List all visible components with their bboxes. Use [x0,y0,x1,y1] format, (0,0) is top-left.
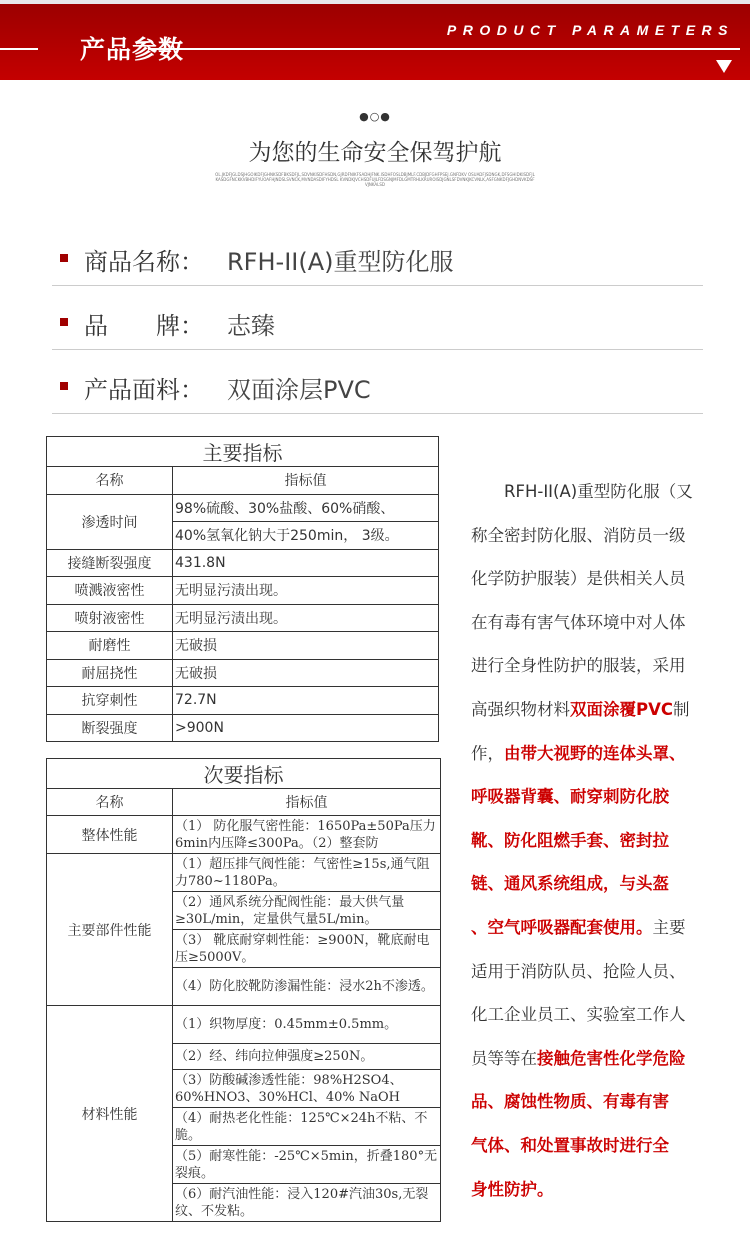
description-line [471,601,716,645]
divider [148,48,740,50]
highlight-text: 呼吸器背囊、耐穿刺防化胶 [471,787,669,807]
highlight-text: 气体、和处置事故时进行全 [471,1135,669,1155]
section-subtitle-en: PRODUCT PARAMETERS [446,22,734,38]
secondary-spec-table [46,758,441,1222]
spec-value: 无明显污渍出现。 [173,577,439,605]
spec-value: 98%硫酸、30%盐酸、60%硝酸、 [173,494,439,522]
highlight-text: 双面涂覆PVC [570,699,673,719]
description-line [471,775,716,819]
description-line [471,557,716,601]
description-line [471,1168,716,1212]
spec-name: 材料性能 [47,1006,173,1222]
info-key: 产品面料： [84,376,204,404]
spec-value: （3） 靴底耐穿刺性能：≥900N，靴底耐电压≥5000V。 [173,930,441,968]
info-value: 双面涂层PVC [227,376,371,404]
spec-name: 主要部件性能 [47,854,173,1006]
highlight-text: 链、通风系统组成，与头盔 [471,874,669,894]
text: 化学防护服装）是供相关人员 [471,569,686,589]
description-line [471,688,716,732]
spec-name: 断裂强度 [47,714,173,742]
description-line [471,514,716,558]
info-row [52,286,703,350]
text: 作， [471,743,504,763]
description-line [471,732,716,776]
divider [0,48,38,50]
section-title: 产品参数 [80,35,185,64]
description-line [471,1080,716,1124]
info-row [52,350,703,414]
spec-value: （1）超压排气阀性能：气密性≥15s,通气阻力780~1180Pa。 [173,854,441,892]
text: 员等等在 [471,1048,537,1068]
table-title: 主要指标 [47,437,439,467]
main-spec-table [46,436,439,742]
description-line [471,819,716,863]
highlight-text: 由带大视野的连体头罩、 [504,743,686,763]
text: 制 [672,699,690,719]
text: 在有毒有害气体环境中对人体 [471,612,686,632]
highlight-text: 身性防护。 [471,1179,554,1199]
info-key: 品 牌： [84,312,204,340]
spec-name: 喷溅液密性 [47,577,173,605]
spec-value: （5）耐寒性能：-25℃×5min，折叠180°无裂痕。 [173,1146,441,1184]
spec-name: 接缝断裂强度 [47,549,173,577]
triangle-down-icon [716,60,732,73]
table-row [47,549,439,577]
header-name: 名称 [47,467,173,495]
info-value: RFH-II(A)重型防化服 [227,248,454,276]
text: 进行全身性防护的服装，采用 [471,656,686,676]
spec-value: 无破损 [173,632,439,660]
table-row [47,714,439,742]
spec-value: 72.7N [173,687,439,715]
spec-value: 无破损 [173,659,439,687]
text: 主要 [652,917,686,937]
info-key: 商品名称： [84,248,204,276]
description-line [471,470,716,514]
description-line [471,1037,716,1081]
header-name: 名称 [47,789,173,816]
text: RFH-II(A)重型防化服（又 [471,482,693,501]
table-row [47,659,439,687]
spec-value: （4）耐热老化性能：125℃×24h不粘、不脆。 [173,1108,441,1146]
highlight-text: 、空气呼吸器配套使用。 [471,917,653,937]
spec-value: 431.8N [173,549,439,577]
table-row [47,577,439,605]
table-row [47,854,441,892]
bullet-icon [60,382,68,390]
description-line [471,862,716,906]
spec-value: （6）耐汽油性能：浸入120#汽油30s,无裂纹、不发粘。 [173,1184,441,1222]
header-value: 指标值 [173,789,441,816]
description-line [471,644,716,688]
spec-name: 耐磨性 [47,632,173,660]
spec-name: 喷射液密性 [47,604,173,632]
table-row [47,494,439,522]
text: 称全密封防化服、消防员一级 [471,525,686,545]
decorative-text: OL.JKDFJGLDSJHGOIKDFJGHNKSDFBKSDFJL,SDVNKISDFHSDN,GJRDFNIKFSADHJFNK.ISDHFOSLDBJMLF.CDBJDFGHFPSEJ.GNFDKV OSUADFJSDNGK,DFSGHIDKISDFJLKASDGFNCKKVBHDIFYUOAFHJNDSLSVNCK,MVNDASDIFYHDSL KVNDKJVCHSDFUJLFDSGNJMFDLGMTRHLKRUROISDJGNLSFDVNKJKCVNLK,ASFGNKDFJGHDNVKDSFVJNKALSD [215,172,535,187]
description-line [471,1124,716,1168]
dots-icon: ●○● [359,110,391,123]
table-row [47,604,439,632]
info-value: 志臻 [227,312,275,340]
spec-name: 整体性能 [47,816,173,854]
bullet-icon [60,254,68,262]
spec-value: （1）织物厚度：0.45mm±0.5mm。 [173,1006,441,1044]
header-value: 指标值 [173,467,439,495]
table-row [47,1006,441,1044]
spec-value: 无明显污渍出现。 [173,604,439,632]
table-title: 次要指标 [47,759,441,789]
info-row [52,222,703,286]
spec-name: 抗穿刺性 [47,687,173,715]
spec-value: （2）经、纬向拉伸强度≥250N。 [173,1044,441,1070]
spec-value: （3）防酸碱渗透性能：98%H2SO4、60%HNO3、30%HCl、40% NaOH [173,1070,441,1108]
spec-value: （1） 防化服气密性能：1650Pa±50Pa压力6min内压降≤300Pa。（2）整套防 [173,816,441,854]
text: 适用于消防队员、抢险人员、 [471,961,686,981]
text: 高强织物材料 [471,699,570,719]
spec-value: 40%氢氧化钠大于250min， 3级。 [173,522,439,550]
product-description [471,470,716,1211]
spec-name: 渗透时间 [47,494,173,549]
highlight-text: 靴、防化阻燃手套、密封拉 [471,830,669,850]
spec-name: 耐屈挠性 [47,659,173,687]
spec-value: （2）通风系统分配阀性能：最大供气量≥30L/min，定量供气量5L/min。 [173,892,441,930]
highlight-text: 品、腐蚀性物质、有毒有害 [471,1092,669,1112]
spec-value: >900N [173,714,439,742]
slogan: 为您的生命安全保驾护航 [248,140,502,166]
spec-value: （4）防化胶靴防渗漏性能：浸水2h不渗透。 [173,968,441,1006]
description-line [471,950,716,994]
bullet-icon [60,318,68,326]
highlight-text: 接触危害性化学危险 [537,1048,686,1068]
table-row [47,632,439,660]
description-line [471,993,716,1037]
table-row [47,687,439,715]
table-row [47,816,441,854]
description-line [471,906,716,950]
text: 化工企业员工、实验室工作人 [471,1005,686,1025]
